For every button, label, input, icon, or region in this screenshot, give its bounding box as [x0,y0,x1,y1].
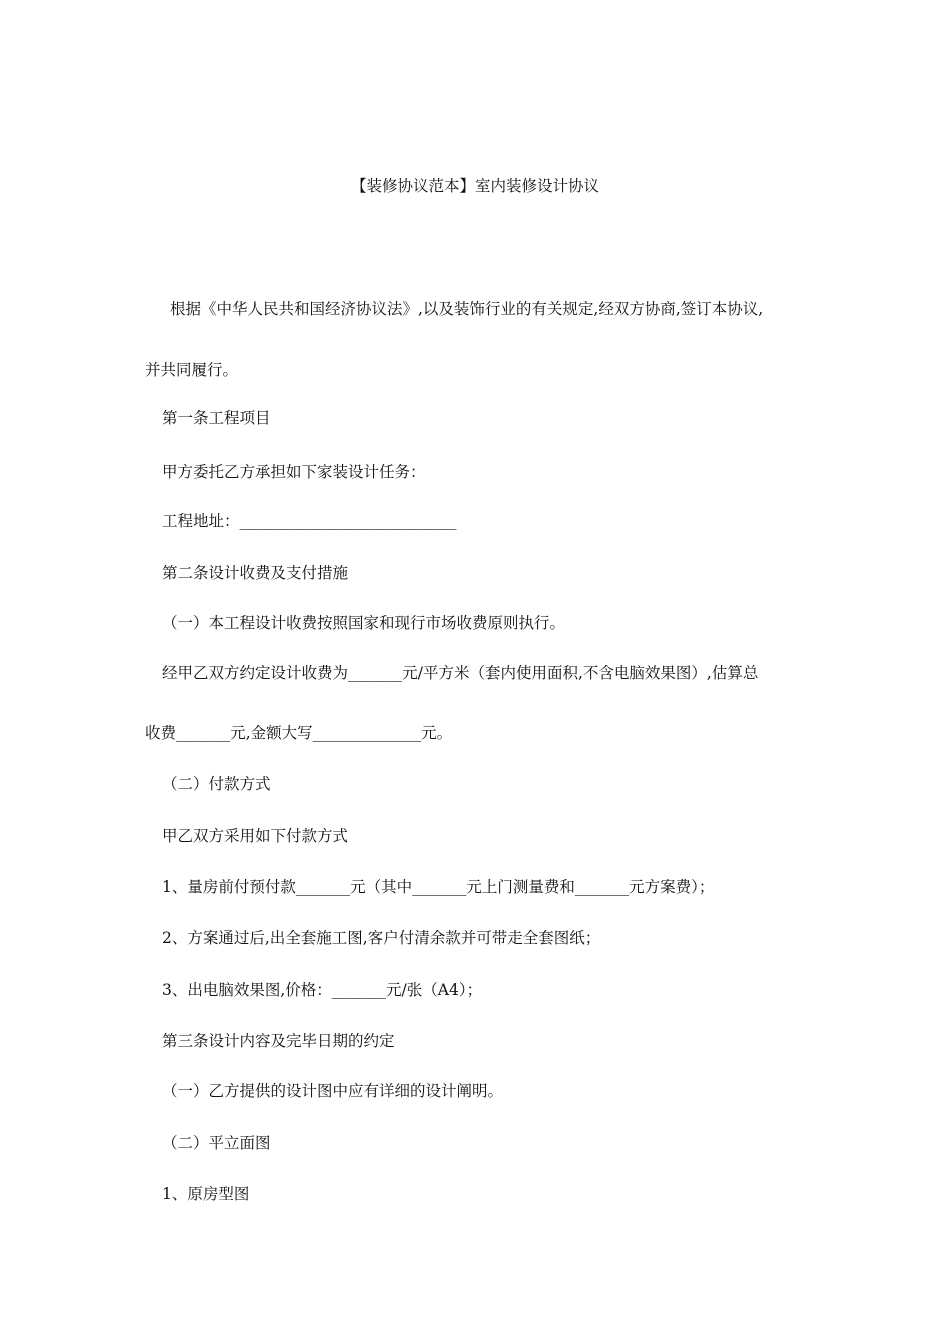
article-3-heading: 第三条设计内容及完毕日期的约定 [162,1032,395,1050]
document-title: 【装修协议范本】室内装修设计协议 [350,177,599,195]
project-address-line: 工程地址：____________________________ [162,512,457,530]
article-3-clause-1: （一）乙方提供的设计图中应有详细的设计阐明。 [162,1082,504,1100]
payment-method-intro: 甲乙双方采用如下付款方式 [162,827,349,845]
payment-item-1: 1、量房前付预付款_______元（其中_______元上门测量费和_______元方案费）； [162,878,715,896]
payment-item-3: 3、出电脑效果图,价格：_______元/张（A4）； [162,981,483,999]
paragraph-intro-continued: 并共同履行。 [145,361,239,379]
floor-plan-item-1: 1、原房型图 [162,1185,250,1203]
article-2-clause-2: （二）付款方式 [162,775,271,793]
fee-agreement-line-continued: 收费_______元,金额大写______________元。 [145,724,453,742]
article-1-heading: 第一条工程项目 [162,409,271,427]
article-2-clause-1: （一）本工程设计收费按照国家和现行市场收费原则执行。 [162,614,566,632]
fee-agreement-line: 经甲乙双方约定设计收费为_______元/平方米（套内使用面积,不含电脑效果图）,估算总 [162,664,759,682]
article-1-text: 甲方委托乙方承担如下家装设计任务： [162,463,426,481]
article-2-heading: 第二条设计收费及支付措施 [162,564,349,582]
paragraph-intro: 根据《中华人民共和国经济协议法》,以及装饰行业的有关规定,经双方协商,签订本协议, [170,300,764,318]
payment-item-2: 2、方案通过后,出全套施工图,客户付清余款并可带走全套图纸； [162,929,601,947]
article-3-clause-2: （二）平立面图 [162,1134,271,1152]
